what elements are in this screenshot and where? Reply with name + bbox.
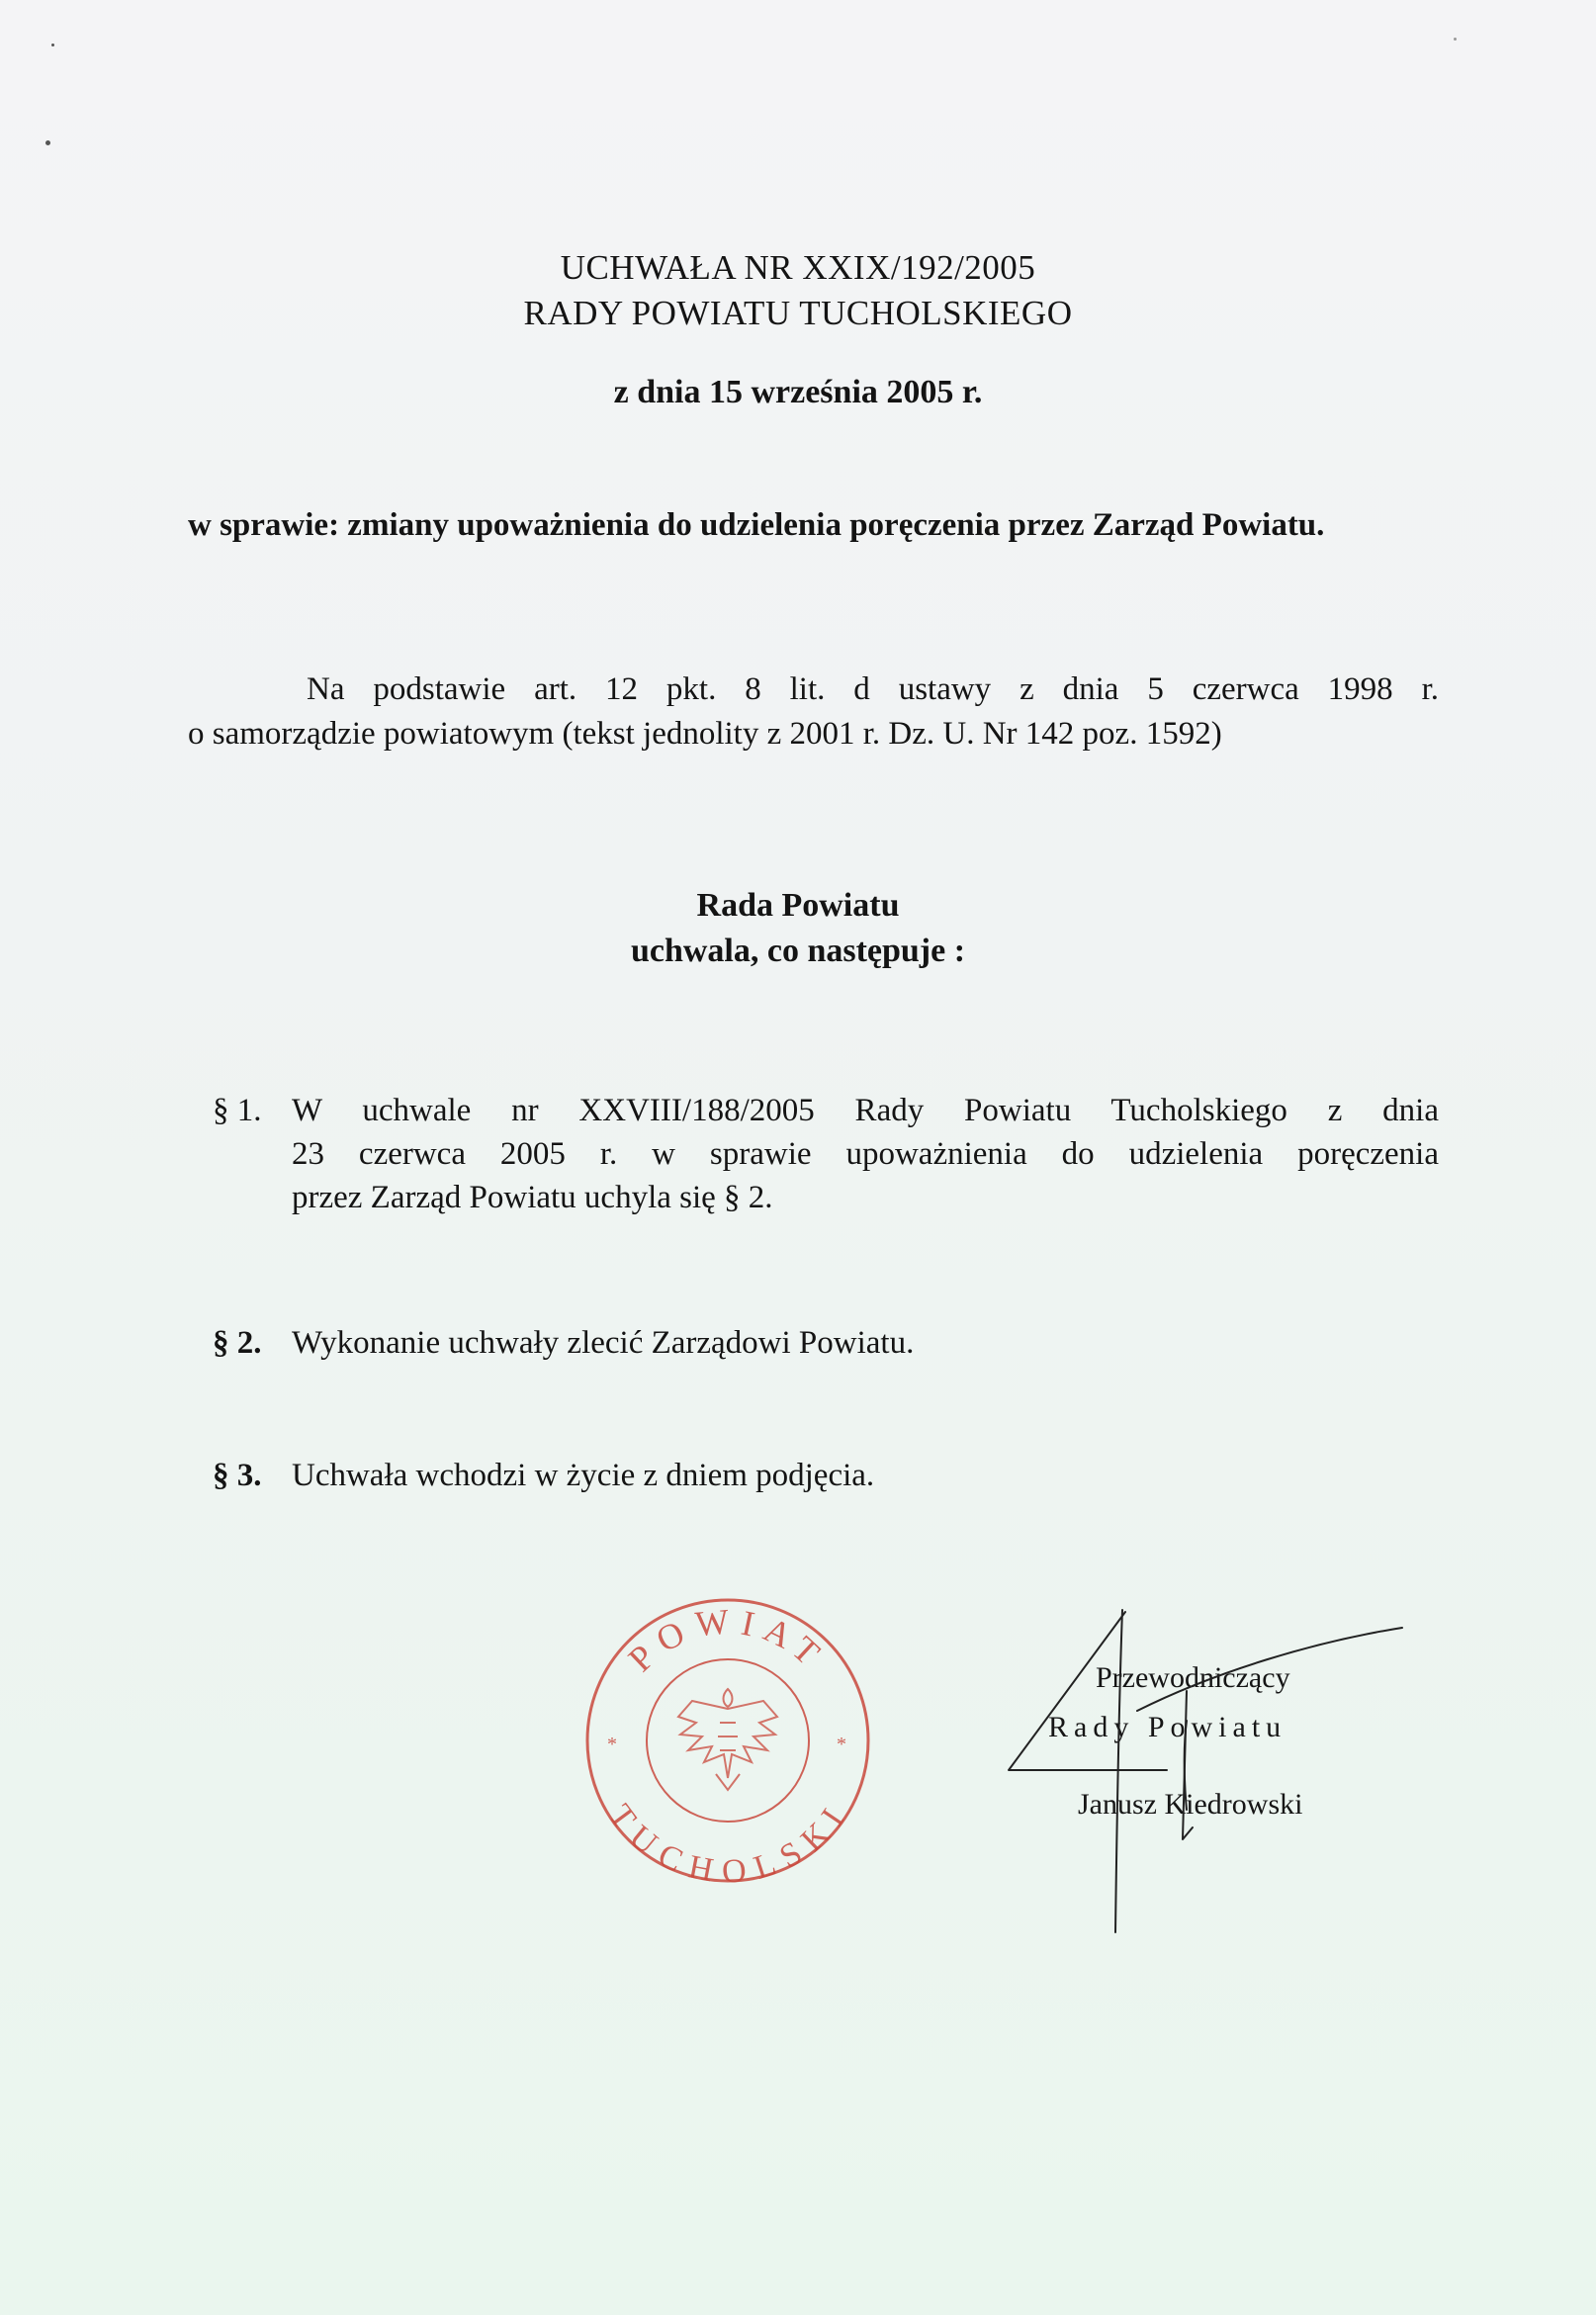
- eagle-emblem-icon: [678, 1689, 777, 1790]
- paragraph-line: przez Zarząd Powiatu uchyla się § 2.: [292, 1180, 773, 1215]
- paragraph-3: [213, 1454, 1439, 1497]
- stamp-bottom-text: TUCHOLSKI: [601, 1797, 855, 1887]
- resolution-number: UCHWAŁA NR XXIX/192/2005: [560, 248, 1036, 287]
- scan-speck: [1454, 38, 1457, 41]
- paragraph-number: § 3.: [213, 1458, 262, 1493]
- signatory-name: Janusz Kiedrowski: [1078, 1788, 1303, 1821]
- legal-basis-line-1: Na podstawie art. 12 pkt. 8 lit. d ustawy z dnia 5 czerwca 1998 r.: [307, 671, 1439, 707]
- signatory-title: Przewodniczący: [1096, 1661, 1290, 1694]
- scan-speck: [51, 44, 54, 46]
- council-decision-heading: [0, 883, 1596, 974]
- legal-basis-line-2: o samorządzie powiatowym (tekst jednolity z 2001 r. Dz. U. Nr 142 poz. 1592): [188, 716, 1222, 752]
- paragraph-2: [213, 1321, 1439, 1365]
- document-header: [0, 245, 1596, 411]
- stamp-star-icon: *: [837, 1734, 846, 1755]
- paragraph-text: [292, 1089, 1439, 1219]
- council-name: RADY POWIATU TUCHOLSKIEGO: [523, 294, 1073, 332]
- stamp-inner-ring: [647, 1659, 809, 1822]
- resolution-subject: w sprawie: zmiany upoważnienia do udzielenia poręczenia przez Zarząd Powiatu.: [188, 507, 1325, 543]
- signatory-body: Rady Powiatu: [1048, 1711, 1287, 1743]
- paragraph-number: § 2.: [213, 1325, 262, 1361]
- official-stamp: [581, 1594, 874, 1887]
- stamp-top-text: POWIAT: [620, 1600, 836, 1680]
- paragraph-text: Uchwała wchodzi w życie z dniem podjęcia.: [292, 1458, 875, 1493]
- handwritten-signature: [989, 1602, 1424, 1938]
- council-heading-line-1: Rada Powiatu: [696, 887, 900, 924]
- resolution-date: z dnia 15 września 2005 r.: [613, 374, 983, 410]
- paragraph-line: W uchwale nr XXVIII/188/2005 Rady Powiatu Tucholskiego z dnia: [292, 1093, 1439, 1128]
- scan-speck: [45, 140, 50, 145]
- legal-basis: [188, 668, 1439, 757]
- paragraph-1: [213, 1089, 1439, 1219]
- paragraph-text: Wykonanie uchwały zlecić Zarządowi Powiatu.: [292, 1325, 915, 1361]
- stamp-star-icon: *: [607, 1734, 617, 1755]
- paragraph-number: § 1.: [213, 1093, 262, 1128]
- council-heading-line-2: uchwala, co następuje :: [630, 933, 966, 969]
- paragraph-line: 23 czerwca 2005 r. w sprawie upoważnienia do udzielenia poręczenia: [292, 1136, 1439, 1172]
